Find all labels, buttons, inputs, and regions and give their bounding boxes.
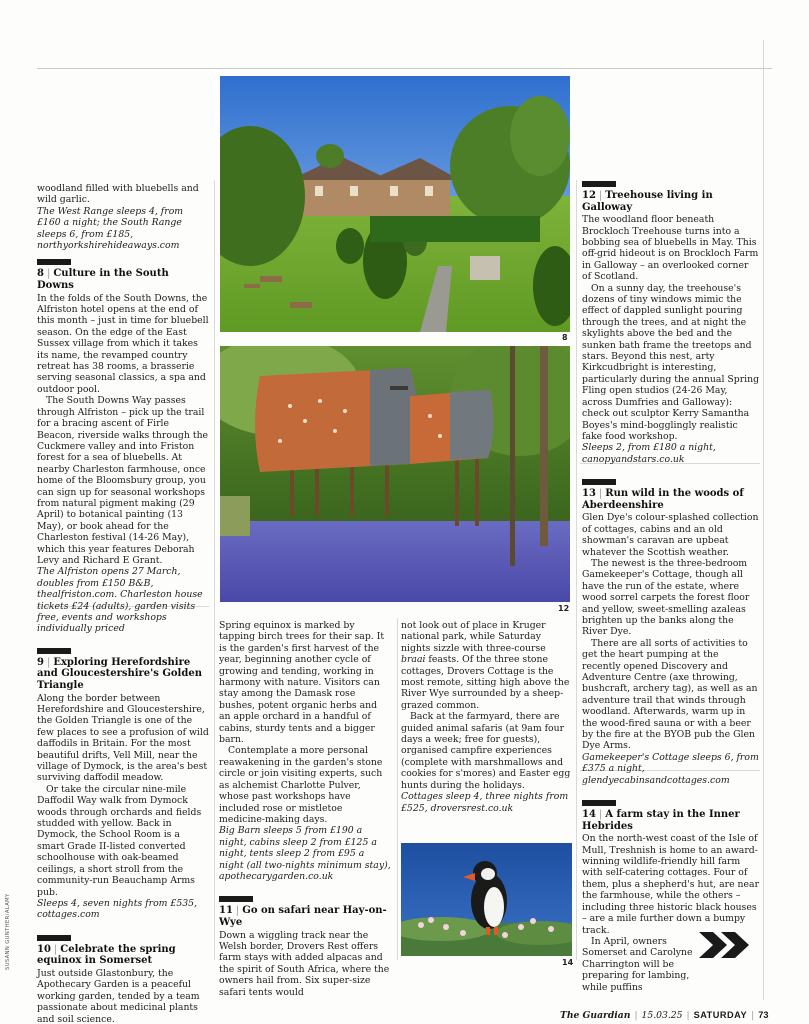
issue-date: 15.03.25 (641, 1010, 683, 1021)
listing-info: Sleeps 4, seven nights from £535, cottages.com (37, 897, 198, 921)
column-divider (576, 180, 577, 960)
section-12 (582, 181, 760, 465)
paragraph: There are all sorts of activities to get the heart pumping at the recently opened Discovery and Adventure Centre (axe throwing, bushcraft, archery tag), as well as an adventure trail that winds through woodland. Afterwards, warm up in the wood-fired sauna or with a beer by the fire at the BYOB pub the Glen Dye Arms. (582, 637, 758, 752)
section-marker (582, 800, 616, 806)
paragraph: woodland filled with bluebells and wild garlic. (37, 183, 199, 206)
paragraph: The South Downs Way passes through Alfriston – pick up the trail for a bracing ascent of Firle Beacon, riverside walks through the Cuckmere valley and into Friston forest for a sea of bluebells. At nearby Charleston farmhouse, once home of the Bloomsbury group, you can sign up for seasonal workshops from natural pigment making (29 April) to botanical painting (13 May), or book ahead for the Charleston festival (14-26 May), which this year features Deborah Levy and Richard E Grant. (37, 395, 209, 566)
paragraph: On the north-west coast of the Isle of Mull, Treshnish is home to an award-winning wildlife-friendly hill farm with self-catering cottages. Four of them, plus a shepherd's hut, are near the farmhouse, while the others – including three historic black houses – are a mile further down a bumpy track. (582, 833, 760, 936)
column-divider (397, 618, 398, 960)
listing-info: The Alfriston opens 27 March, doubles from £150 B&B, thealfriston.com. Charleston house tickets £24 (adults), garden visits free, events and workshops individually priced (37, 566, 203, 635)
section-heading: 8 | Culture in the South Downs (37, 268, 169, 292)
publication-name: The Guardian (560, 1010, 631, 1021)
paragraph: Or take the circular nine-mile Daffodil Way walk from Dymock woods through orchards and fields studded with yellow. Back in Dymock, the School Room is a smart Grade II-listed converted schoolhouse with oak-beamed ceilings, a short stroll from the community-run Beauchamp Arms pub. (37, 783, 202, 898)
listing-info: Big Barn sleeps 5 from £190 a night, cabins sleep 2 from £125 a night, tents sleep 2 from £95 a night (all two-nights minimum stay), apothecarygarden.co.uk (219, 825, 391, 882)
listing-info: Gamekeeper's Cottage sleeps 6, from £375 a night, glendyecabinsandcottages.com (582, 751, 759, 786)
section-heading: 13 | Run wild in the woods of Aberdeenshire (582, 488, 744, 511)
section-10 (37, 935, 209, 1024)
paragraph: Contemplate a more personal reawakening in the garden's stone circle or join visiting experts, such as alchemist Charlotte Pulver, whose past workshops have included rose or mistletoe medicine-making days. (219, 745, 383, 825)
page-footer: The Guardian | 15.03.25 | SATURDAY | 73 (560, 1010, 769, 1021)
section-heading: 14 | A farm stay in the Inner Hebrides (582, 809, 740, 832)
photo-alfriston-garden (220, 76, 570, 332)
paragraph: In the folds of the South Downs, the Alfriston hotel opens at the end of this month – just in time for bluebell season. On the edge of the East Sussex village from which it takes its name, the revamped country retreat has 38 rooms, a brasserie serving seasonal classics, a spa and outdoor pool. (37, 292, 209, 395)
section-11 (219, 896, 391, 998)
paragraph: Back at the farmyard, there are guided animal safaris (at 9am four days a week; free for guests), organised campfire experiences (complete with marshmallows and cookies for s'mores) and Easter egg hunts during the holidays. (401, 711, 571, 791)
photo-credit: SUSANN GUNTHER/ALAMY (5, 893, 11, 970)
section-marker (582, 479, 616, 485)
paragraph: not look out of place in Kruger national park, while Saturday nights sizzle with three-course braai feasts. Of the three stone cottages, Drovers Cottage is the most remote, sitting high above the River Wye surrounded by a sheep-grazed common. (401, 620, 570, 711)
section-9 (37, 648, 209, 921)
paragraph: Just outside Glastonbury, the Apothecary Garden is a peaceful working garden, tended by a team passionate about medicinal plants and soil science. (37, 967, 200, 1024)
listing-info: Cottages sleep 4, three nights from £525, droversrest.co.uk (401, 791, 569, 814)
caption-number: 8 (562, 333, 568, 342)
caption-number: 12 (558, 604, 570, 613)
issue-day: SATURDAY (693, 1010, 748, 1020)
section-heading: 11 | Go on safari near Hay-on-Wye (219, 905, 387, 928)
column-3 (401, 620, 572, 814)
page-number: 73 (758, 1010, 769, 1020)
column-1 (37, 183, 209, 1024)
listing-info: Sleeps 2, from £180 a night, canopyandstars.co.uk (582, 442, 716, 465)
column-divider (214, 180, 215, 960)
paragraph: In April, owners Somerset and Carolyne Charrington will be preparing for lambing, while puffins (582, 935, 693, 993)
top-rule (37, 68, 772, 69)
caption-number: 14 (562, 958, 574, 967)
continue-arrows-icon (697, 928, 755, 966)
section-marker (219, 896, 253, 902)
photo-puffin (401, 843, 572, 956)
paragraph: Down a wiggling track near the Welsh border, Drovers Rest offers farm stays with added alpacas and the spirit of South Africa, where the owners hail from. Six super-size safari tents would (219, 929, 390, 998)
section-marker (37, 259, 71, 265)
paragraph: Along the border between Herefordshire and Gloucestershire, the Golden Triangle is one of the few places to see a profusion of wild daffodils in Britain. For the most beautiful drifts, Vell Mill, near the village of Dymock, is the area's best surviving daffodil meadow. (37, 692, 209, 784)
paragraph: The newest is the three-bedroom Gamekeeper's Cottage, though all have the run of the estate, where wood sorrel carpets the forest floor and yellow, sweet-smelling azaleas brighten up the banks along the River Dye. (582, 557, 750, 638)
section-heading: 9 | Exploring Herefordshire and Gloucestershire's Golden Triangle (37, 656, 202, 691)
section-heading: 10 | Celebrate the spring equinox in Somerset (37, 943, 176, 967)
page-edge-rule (763, 40, 764, 1000)
section-heading: 12 | Treehouse living in Galloway (582, 190, 713, 213)
column-2 (219, 620, 391, 998)
paragraph: The woodland floor beneath Brockloch Treehouse turns into a bobbing sea of bluebells in May. This off-grid hideout is on Brockloch Farm in Galloway – an overlooked corner of Scotland. (582, 214, 759, 283)
listing-info: The West Range sleeps 4, from £160 a night; the South Range sleeps 6, from £185, northyorkshirehideaways.com (37, 205, 184, 252)
paragraph: Glen Dye's colour-splashed collection of cottages, cabins and an old showman's caravan are upbeat whatever the Scottish weather. (582, 512, 759, 558)
section-marker (582, 181, 616, 187)
column-4 (582, 181, 760, 993)
paragraph: On a sunny day, the treehouse's dozens of tiny windows mimic the effect of dappled sunlight pouring through the trees, and at night the skylights above the bed and the sunken bath frame the treetops and stars. Beyond this nest, arty Kirkcudbright is interesting, particularly during the annual Spring Fling open studios (24-26 May, across Dumfries and Galloway): check out sculptor Kerry Samantha Boyes's mind-bogglingly realistic fake food workshop. (582, 282, 760, 442)
section-marker (37, 935, 71, 941)
photo-treehouse (220, 346, 570, 602)
section-13 (582, 479, 760, 786)
paragraph: Spring equinox is marked by tapping birch trees for their sap. It is the garden's first harvest of the year, beginning another cycle of growing and tending, working in harmony with nature. Visitors can stay among the Damask rose bushes, potent organic herbs and an apple orchard in a handful of cabins, sturdy tents and a bigger barn. (219, 620, 385, 746)
section-8 (37, 259, 209, 634)
section-marker (37, 648, 71, 654)
